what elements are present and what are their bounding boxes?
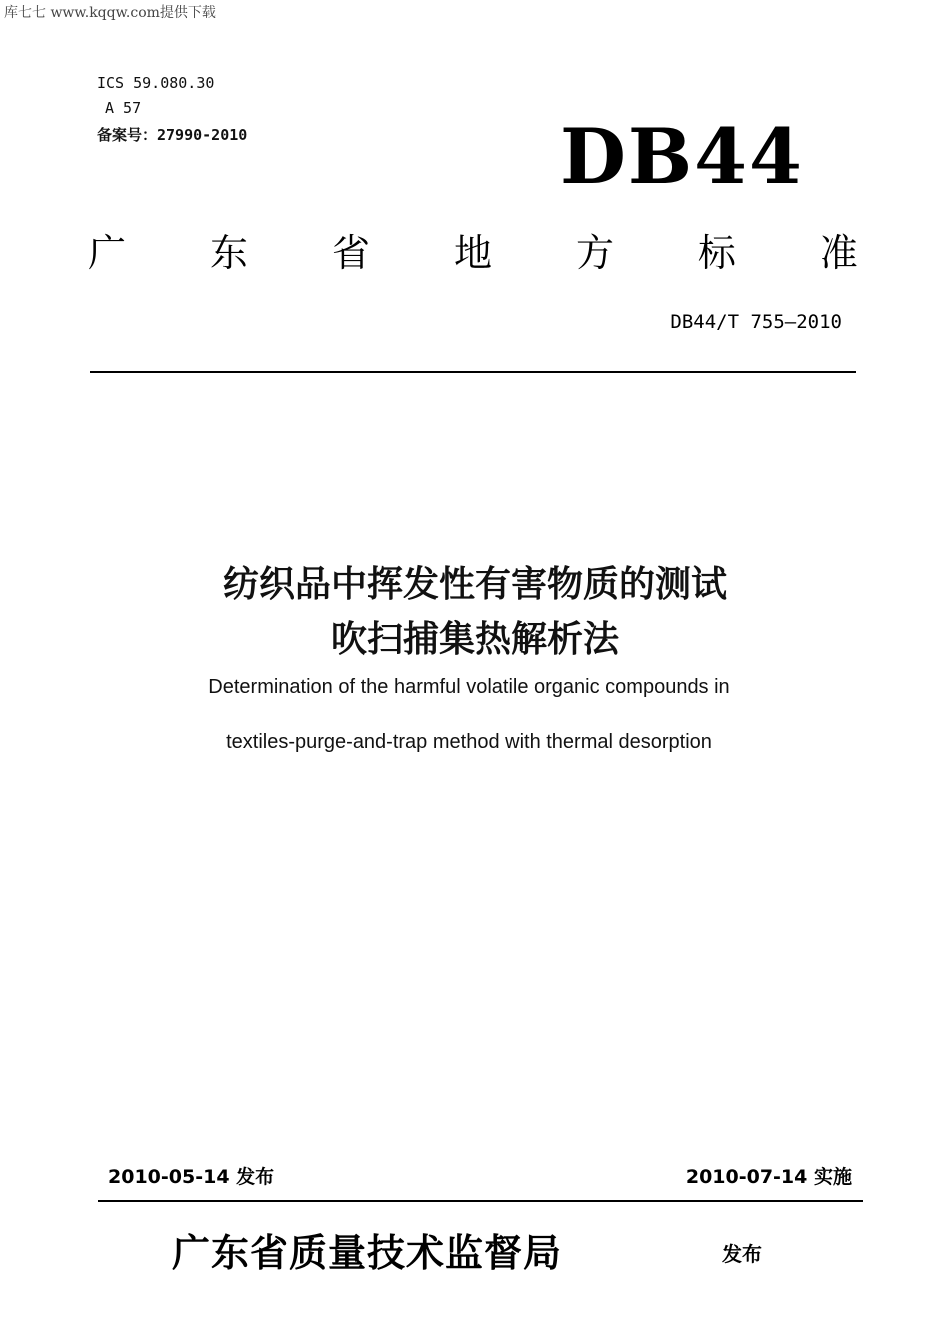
bottom-divider: [98, 1200, 863, 1202]
issued-label: 发布: [722, 1242, 762, 1266]
title-cn-line1: 纺织品中挥发性有害物质的测试: [222, 564, 727, 605]
ics-code: ICS 59.080.30: [97, 74, 215, 92]
title-en-line2: textiles-purge-and-trap method with thermal desorption: [226, 731, 712, 753]
top-divider: [90, 371, 856, 373]
standard-type-char: 省: [331, 231, 370, 275]
watermark-text: 库七七 www.kqqw.com提供下载: [4, 5, 216, 21]
standard-type-char: 准: [819, 231, 858, 275]
record-number: 备案号：27990-2010: [97, 126, 248, 144]
standard-type-char: 标: [697, 231, 736, 275]
standard-type-char: 东: [209, 231, 248, 275]
standard-type-char: 地: [453, 231, 492, 275]
ccs-code: A 57: [105, 99, 142, 117]
issue-date: 2010-05-14 发布: [108, 1166, 275, 1188]
standard-number: DB44/T 755—2010: [670, 311, 842, 333]
issuer-name: 广东省质量技术监督局: [172, 1230, 563, 1275]
standard-type-heading: [88, 222, 858, 277]
standard-type-char: 方: [575, 231, 614, 275]
standard-code: DB44: [560, 112, 804, 201]
standard-type-char: 广: [88, 231, 127, 275]
title-cn-line2: 吹扫捕集热解析法: [330, 619, 619, 660]
implementation-date: 2010-07-14 实施: [685, 1166, 852, 1188]
title-en-line1: Determination of the harmful volatile organic compounds in: [208, 676, 730, 698]
